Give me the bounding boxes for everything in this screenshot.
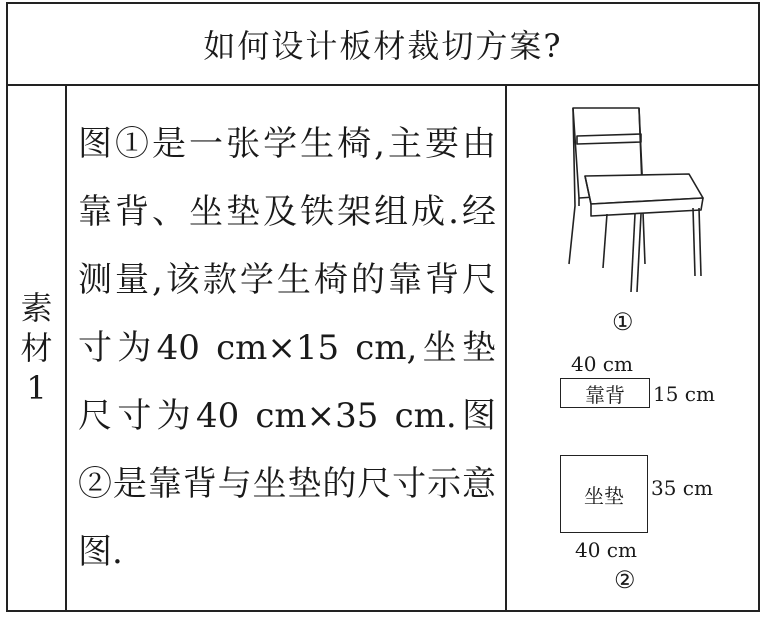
material-label [8, 86, 65, 610]
cushion-height-label: 35 cm [651, 476, 713, 500]
cushion-width-label: 40 cm [575, 538, 637, 562]
table-title: 如何设计板材裁切方案? [203, 27, 563, 65]
backrest-width-label: 40 cm [571, 352, 633, 376]
backrest-name: 靠背 [585, 382, 625, 407]
cushion-name: 坐垫 [584, 483, 624, 508]
material-description: 图①是一张学生椅,主要由靠背、坐垫及铁架组成.经测量,该款学生椅的靠背尺寸为40 cm×15 cm,坐垫尺寸为40 cm×35 cm.图②是靠背与坐垫的尺寸示意图. [78, 124, 496, 572]
backrest-box [560, 378, 650, 408]
material-label-line: 1 [26, 369, 47, 407]
figure-panel [507, 86, 758, 610]
figure-2-label: ② [614, 566, 636, 594]
backrest-height-label: 15 cm [653, 382, 715, 406]
figure-1-label: ① [612, 308, 634, 336]
material-label-line: 素 [20, 289, 53, 327]
column-divider-left [65, 84, 67, 612]
material-label-line: 材 [20, 329, 53, 367]
cushion-box [560, 455, 648, 533]
